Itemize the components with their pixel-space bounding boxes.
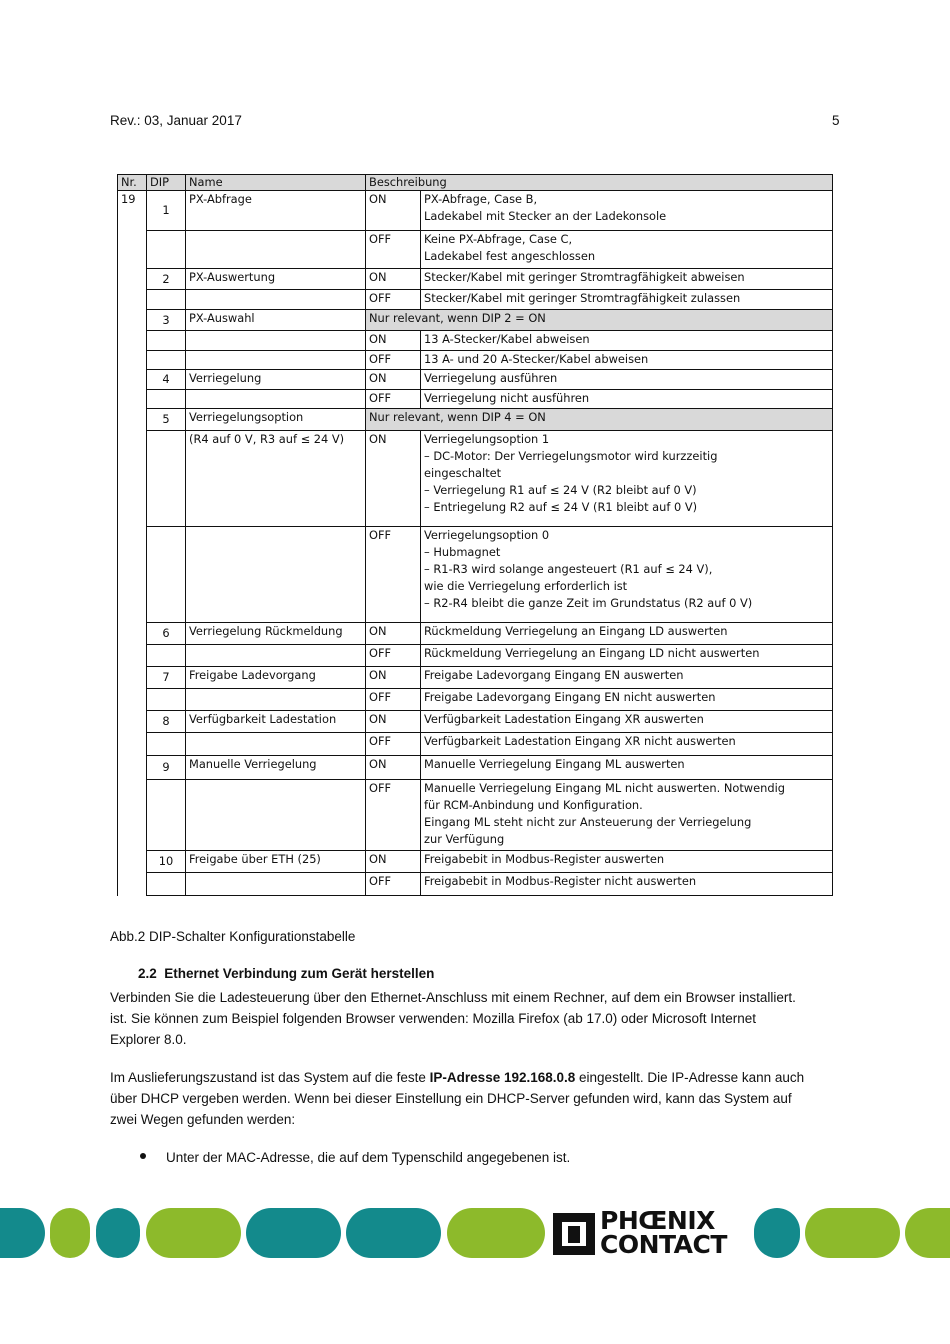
description-line: für RCM-Anbindung und Konfiguration. <box>424 798 643 812</box>
description-line: – DC-Motor: Der Verriegelungsmotor wird kurzzeitig <box>424 449 718 463</box>
description-line: Stecker/Kabel mit geringer Stromtragfähigkeit zulassen <box>424 291 741 305</box>
bullet-item <box>140 1150 570 1165</box>
cell-note: Nur relevant, wenn DIP 4 = ON <box>366 409 833 431</box>
cell-dip <box>147 231 186 269</box>
cell-state: ON <box>366 623 421 645</box>
description-line: Verriegelung nicht ausführen <box>424 391 590 405</box>
table-row <box>118 331 833 351</box>
dip-config-table <box>117 174 833 896</box>
section-heading <box>138 966 434 981</box>
table-row <box>118 390 833 409</box>
cell-description <box>421 370 833 390</box>
cell-state: ON <box>366 711 421 733</box>
paragraph-line <box>110 1067 845 1088</box>
description-line: Rückmeldung Verriegelung an Eingang LD auswerten <box>424 624 728 638</box>
table-row <box>118 231 833 269</box>
cell-description <box>421 191 833 231</box>
cell-description <box>421 733 833 756</box>
cell-name <box>186 689 366 711</box>
cell-state: OFF <box>366 351 421 370</box>
footer-pill-teal <box>96 1208 140 1258</box>
page-number: 5 <box>832 113 840 128</box>
description-line: PX-Abfrage, Case B, <box>424 192 538 206</box>
cell-state: OFF <box>366 733 421 756</box>
cell-description <box>421 711 833 733</box>
footer-pill-green <box>146 1208 241 1258</box>
cell-description <box>421 623 833 645</box>
paragraph-line: ist. Sie können zum Beispiel folgenden Browser verwenden: Mozilla Firefox (ab 17.0) oder Microsoft Internet <box>110 1011 757 1026</box>
cell-description <box>421 851 833 873</box>
table-row <box>118 780 833 851</box>
cell-state: OFF <box>366 231 421 269</box>
table-row <box>118 873 833 896</box>
footer-pill-teal <box>246 1208 341 1258</box>
cell-dip: 7 <box>147 667 186 689</box>
cell-dip <box>147 527 186 623</box>
cell-description <box>421 390 833 409</box>
table-row <box>118 191 833 231</box>
cell-name <box>186 351 366 370</box>
cell-name: PX-Auswertung <box>186 269 366 290</box>
description-line: Stecker/Kabel mit geringer Stromtragfähigkeit abweisen <box>424 270 745 284</box>
table-row <box>118 733 833 756</box>
table-row <box>118 756 833 780</box>
cell-name <box>186 231 366 269</box>
cell-name: Verriegelung Rückmeldung <box>186 623 366 645</box>
cell-state: ON <box>366 667 421 689</box>
cell-dip: 8 <box>147 711 186 733</box>
footer-pill-green <box>50 1208 90 1258</box>
cell-name <box>186 645 366 667</box>
cell-name: Freigabe über ETH (25) <box>186 851 366 873</box>
description-line: Verfügbarkeit Ladestation Eingang XR nicht auswerten <box>424 734 736 748</box>
cell-dip <box>147 780 186 851</box>
cell-description <box>421 231 833 269</box>
figure-caption: Abb.2 DIP-Schalter Konfigurationstabelle <box>110 929 356 944</box>
col-header-name: Name <box>186 175 366 191</box>
cell-note: Nur relevant, wenn DIP 2 = ON <box>366 310 833 331</box>
cell-dip: 3 <box>147 310 186 331</box>
cell-name: PX-Auswahl <box>186 310 366 331</box>
table-row <box>118 290 833 310</box>
cell-state: ON <box>366 851 421 873</box>
section-title: Ethernet Verbindung zum Gerät herstellen <box>164 966 435 981</box>
cell-description <box>421 269 833 290</box>
cell-description <box>421 667 833 689</box>
table-row <box>118 711 833 733</box>
description-line: – Hubmagnet <box>424 545 501 559</box>
cell-description <box>421 873 833 896</box>
table-header-row <box>118 175 833 191</box>
table-row <box>118 370 833 390</box>
description-line: 13 A- und 20 A-Stecker/Kabel abweisen <box>424 352 649 366</box>
section-number: 2.2 <box>138 966 157 981</box>
cell-state: OFF <box>366 873 421 896</box>
footer-pill-green <box>905 1208 950 1258</box>
bullet-text: Unter der MAC-Adresse, die auf dem Typenschild angegebenen ist. <box>166 1150 571 1165</box>
description-line: Manuelle Verriegelung Eingang ML nicht auswerten. Notwendig <box>424 781 785 795</box>
cell-dip: 9 <box>147 756 186 780</box>
cell-state: ON <box>366 431 421 527</box>
description-line: – Entriegelung R2 auf ≤ 24 V (R1 bleibt auf 0 V) <box>424 500 698 514</box>
table-row <box>118 431 833 527</box>
cell-dip <box>147 873 186 896</box>
cell-name <box>186 290 366 310</box>
cell-description <box>421 780 833 851</box>
cell-name: Verriegelungsoption <box>186 409 366 431</box>
description-line: Eingang ML steht nicht zur Ansteuerung der Verriegelung <box>424 815 752 829</box>
cell-state: ON <box>366 331 421 351</box>
description-line: zur Verfügung <box>424 832 505 846</box>
cell-name <box>186 390 366 409</box>
header-revision: Rev.: 03, Januar 2017 <box>110 113 242 128</box>
cell-name: (R4 auf 0 V, R3 auf ≤ 24 V) <box>186 431 366 527</box>
col-header-nr: Nr. <box>118 175 147 191</box>
cell-name <box>186 780 366 851</box>
cell-state: ON <box>366 191 421 231</box>
table-row <box>118 527 833 623</box>
ip-address: IP-Adresse 192.168.0.8 <box>429 1070 576 1085</box>
cell-name <box>186 873 366 896</box>
cell-dip <box>147 733 186 756</box>
cell-dip <box>147 689 186 711</box>
paragraph-ip-address <box>110 1067 845 1130</box>
col-header-beschreibung: Beschreibung <box>366 175 833 191</box>
description-line: Manuelle Verriegelung Eingang ML auswerten <box>424 757 685 771</box>
cell-description <box>421 290 833 310</box>
cell-state: ON <box>366 370 421 390</box>
cell-state: OFF <box>366 689 421 711</box>
cell-name: Verfügbarkeit Ladestation <box>186 711 366 733</box>
paragraph-line: Explorer 8.0. <box>110 1032 187 1047</box>
table-row <box>118 351 833 370</box>
description-line: Keine PX-Abfrage, Case C, <box>424 232 573 246</box>
description-line: Rückmeldung Verriegelung an Eingang LD nicht auswerten <box>424 646 760 660</box>
cell-dip <box>147 390 186 409</box>
cell-dip <box>147 331 186 351</box>
description-line: Verriegelungsoption 1 <box>424 432 550 446</box>
description-line: – R2-R4 bleibt die ganze Zeit im Grundstatus (R2 auf 0 V) <box>424 596 753 610</box>
cell-dip: 4 <box>147 370 186 390</box>
description-line: Ladekabel mit Stecker an der Ladekonsole <box>424 209 667 223</box>
cell-dip: 6 <box>147 623 186 645</box>
description-line: – Verriegelung R1 auf ≤ 24 V (R2 bleibt auf 0 V) <box>424 483 697 497</box>
cell-description <box>421 351 833 370</box>
col-header-dip: DIP <box>147 175 186 191</box>
footer-pill-green <box>805 1208 900 1258</box>
logo-mark-icon <box>553 1213 595 1255</box>
cell-name: PX-Abfrage <box>186 191 366 231</box>
description-line: Freigabe Ladevorgang Eingang EN auswerten <box>424 668 684 682</box>
logo-text-line2: CONTACT <box>600 1230 727 1259</box>
cell-description <box>421 645 833 667</box>
table-row <box>118 310 833 331</box>
cell-state: OFF <box>366 290 421 310</box>
footer-pill-green <box>447 1208 545 1258</box>
cell-state: OFF <box>366 780 421 851</box>
footer-band <box>0 1208 950 1258</box>
description-line: wie die Verriegelung erforderlich ist <box>424 579 628 593</box>
cell-dip: 5 <box>147 409 186 431</box>
paragraph-line: über DHCP vergeben werden. Wenn bei dieser Einstellung ein DHCP-Server gefunden wird, kann das System auf <box>110 1091 792 1106</box>
bullet-dot-icon <box>140 1153 146 1159</box>
cell-state: OFF <box>366 645 421 667</box>
description-line: Freigabe Ladevorgang Eingang EN nicht auswerten <box>424 690 716 704</box>
cell-dip <box>147 351 186 370</box>
description-line: Verfügbarkeit Ladestation Eingang XR auswerten <box>424 712 704 726</box>
cell-name: Verriegelung <box>186 370 366 390</box>
logo-text-line1: PHŒNIX <box>600 1206 715 1235</box>
cell-state: ON <box>366 269 421 290</box>
table-row <box>118 623 833 645</box>
description-line: – R1-R3 wird solange angesteuert (R1 auf ≤ 24 V), <box>424 562 713 576</box>
cell-dip: 1 <box>147 191 186 231</box>
cell-description <box>421 756 833 780</box>
table-row <box>118 667 833 689</box>
table-row <box>118 851 833 873</box>
cell-state: OFF <box>366 390 421 409</box>
paragraph-connection <box>110 987 845 1050</box>
cell-dip: 2 <box>147 269 186 290</box>
description-line: 13 A-Stecker/Kabel abweisen <box>424 332 590 346</box>
cell-dip <box>147 431 186 527</box>
paragraph-line: zwei Wegen gefunden werden: <box>110 1112 296 1127</box>
paragraph-line: Verbinden Sie die Ladesteuerung über den Ethernet-Anschluss mit einem Rechner, auf dem ein Browser installiert. <box>110 990 796 1005</box>
cell-description <box>421 331 833 351</box>
cell-nr: 19 <box>118 191 147 896</box>
cell-dip <box>147 645 186 667</box>
cell-dip: 10 <box>147 851 186 873</box>
cell-dip <box>147 290 186 310</box>
cell-name <box>186 331 366 351</box>
footer-pill-teal <box>346 1208 441 1258</box>
cell-state: OFF <box>366 527 421 623</box>
cell-state: ON <box>366 756 421 780</box>
description-line: Freigabebit in Modbus-Register nicht auswerten <box>424 874 697 888</box>
footer-pill-teal <box>754 1208 800 1258</box>
cell-description <box>421 431 833 527</box>
description-line: Freigabebit in Modbus-Register auswerten <box>424 852 665 866</box>
description-line: Verriegelung ausführen <box>424 371 558 385</box>
description-line: Ladekabel fest angeschlossen <box>424 249 596 263</box>
table-row <box>118 409 833 431</box>
cell-name <box>186 527 366 623</box>
description-line: Verriegelungsoption 0 <box>424 528 550 542</box>
cell-name: Freigabe Ladevorgang <box>186 667 366 689</box>
cell-name <box>186 733 366 756</box>
cell-name: Manuelle Verriegelung <box>186 756 366 780</box>
footer-pill-teal <box>0 1208 45 1258</box>
cell-description <box>421 527 833 623</box>
cell-description <box>421 689 833 711</box>
table-row <box>118 269 833 290</box>
table-row <box>118 645 833 667</box>
text-span: Im Auslieferungszustand ist das System auf die feste <box>110 1070 430 1085</box>
description-line: eingeschaltet <box>424 466 502 480</box>
text-span: eingestellt. Die IP-Adresse kann auch <box>575 1070 805 1085</box>
table-row <box>118 689 833 711</box>
